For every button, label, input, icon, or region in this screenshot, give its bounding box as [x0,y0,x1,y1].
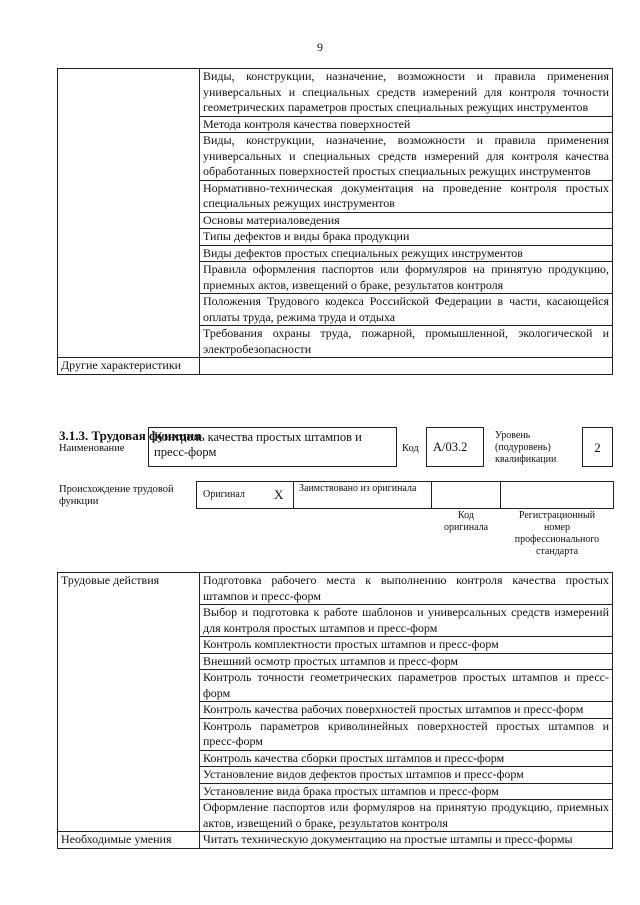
table-cell: Типы дефектов и виды брака продукции [200,229,613,246]
divider [293,481,294,509]
table-row [58,69,613,117]
page-number: 9 [317,40,323,54]
divider [500,481,501,509]
actions-table [57,572,613,849]
table-cell: Внешний осмотр простых штампов и пресс-форм [200,653,613,670]
other-characteristics-value [200,358,613,375]
table-cell: Виды, конструкции, назначение, возможности и правила применения универсальных и специальных средств измерений для контроля точности геометрических параметров простых специальных режущих инструментов [200,69,613,117]
section-title: 3.1.3. Трудовая функция [59,428,202,443]
table-cell: Основы материаловедения [200,212,613,229]
table-row [58,573,613,605]
empty-label-cell [58,69,200,358]
code-value-box: А/03.2 [426,427,484,467]
code-label: Код [402,443,419,454]
level-label: Уровень (подуровень) квалификации [495,430,557,465]
table-cell: Контроль комплектности простых штампов и пресс-форм [200,637,613,654]
table-cell: Контроль качества сборки простых штампов и пресс-форм [200,750,613,767]
table-cell: Метода контроля качества поверхностей [200,116,613,133]
other-characteristics-label: Другие характеристики [58,358,200,375]
table-cell: Виды, конструкции, назначение, возможности и правила применения универсальных и специальных средств измерений для контроля качества обработанных поверхностей простых специальных режущих инструментов [200,133,613,181]
table-cell: Оформление паспортов или формуляров на принятую продукцию, приемных актов, извещений о браке, результатов контроля [200,800,613,832]
borrowed-label: Заимствовано из оригинала [299,483,417,494]
actions-label: Трудовые действия [58,573,200,832]
table-cell: Нормативно-техническая документация на проведение контроля простых специальных режущих инструментов [200,180,613,212]
table-cell: Правила оформления паспортов или формуляров на принятую продукцию, приемных актов, извещений о браке, результатов контроля [200,262,613,294]
table-row [58,832,613,849]
knowledge-table [57,68,613,375]
table-cell: Контроль параметров криволинейных поверхностей простых штампов и пресс-форм [200,718,613,750]
table-cell: Контроль точности геометрических параметров простых штампов и пресс-форм [200,670,613,702]
table-cell: Читать техническую документацию на простые штампы и пресс-формы [200,832,613,849]
original-mark: X [274,487,284,502]
table-cell: Выбор и подготовка к работе шаблонов и универсальных средств измерений для контроля простых штампов и пресс-форм [200,605,613,637]
origin-label: Происхождение трудовой функции [59,484,174,507]
table-row [58,358,613,375]
table-cell: Виды дефектов простых специальных режущих инструментов [200,245,613,262]
code-caption: Код оригинала [443,510,489,533]
table-cell: Установление видов дефектов простых штампов и пресс-форм [200,767,613,784]
table-cell: Контроль качества рабочих поверхностей простых штампов и пресс-форм [200,702,613,719]
divider [431,481,432,509]
table-cell: Подготовка рабочего места к выполнению контроля качества простых штампов и пресс-форм [200,573,613,605]
table-cell: Установление вида брака простых штампов и пресс-форм [200,783,613,800]
registration-caption: Регистрационный номер профессионального стандарта [514,510,600,557]
skills-label: Необходимые умения [58,832,200,849]
table-cell: Требования охраны труда, пожарной, промышленной, экологической и электробезопасности [200,326,613,358]
table-cell: Положения Трудового кодекса Российской Федерации в части, касающейся оплаты труда, режима труда и отдыха [200,294,613,326]
original-label: Оригинал [203,489,245,500]
level-value-box: 2 [582,427,613,467]
name-label: Наименование [59,443,125,454]
function-name-box: Контроль качества простых штампов и пресс-форм [148,427,397,467]
